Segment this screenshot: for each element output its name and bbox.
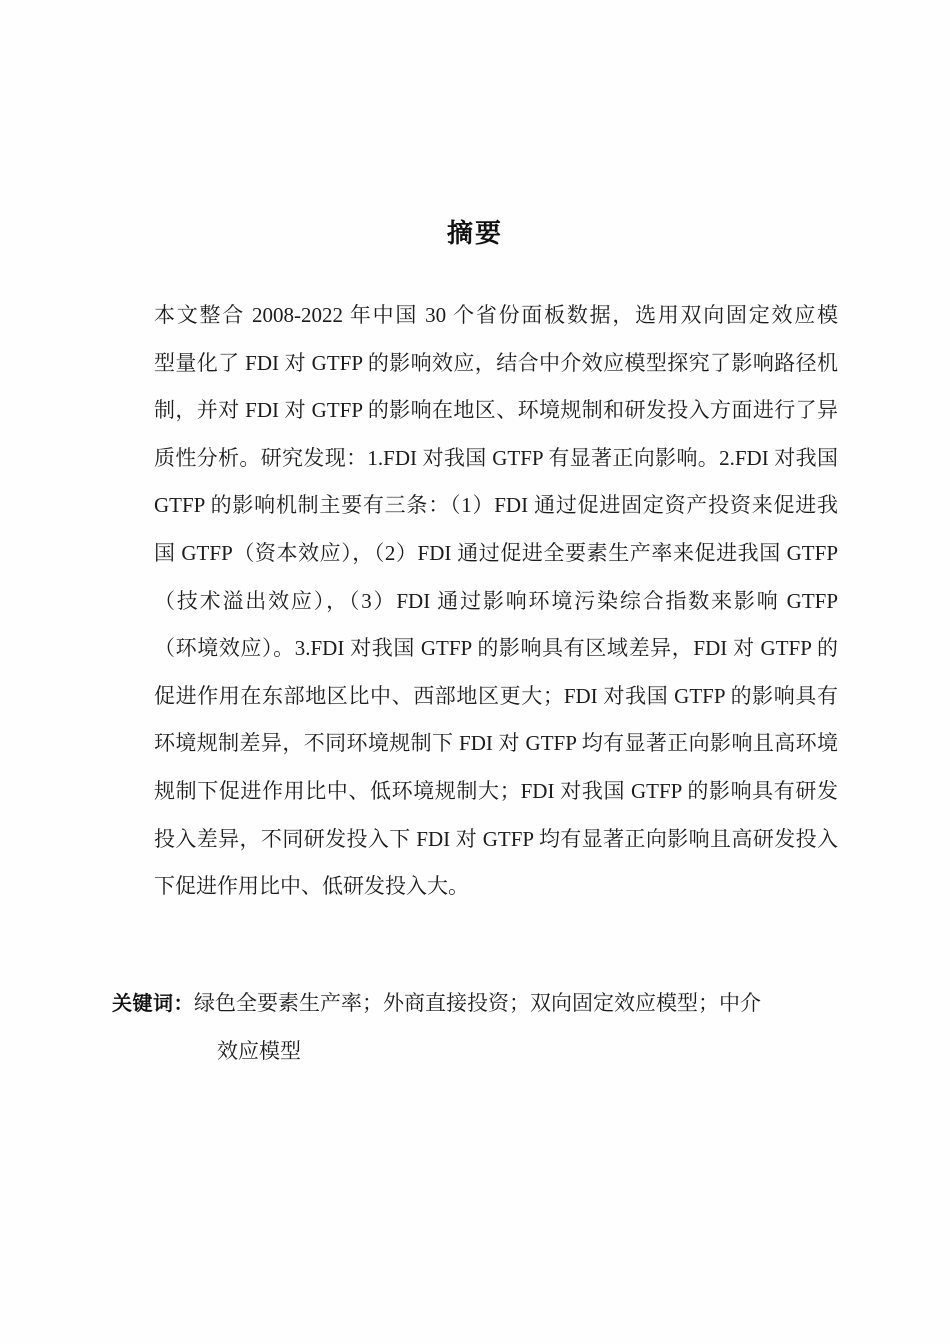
abstract-line: 促进作用在东部地区比中、西部地区更大；FDI 对我国 GTFP 的影响具有 <box>154 683 838 708</box>
abstract-line: （技术溢出效应），（3）FDI 通过影响环境污染综合指数来影响 GTFP <box>154 588 838 613</box>
keywords-terms-line-1: 绿色全要素生产率；外商直接投资；双向固定效应模型；中介 <box>194 991 761 1015</box>
page-title: 摘要 <box>446 219 503 250</box>
abstract-line: GTFP 的影响机制主要有三条：（1）FDI 通过促进固定资产投资来促进我 <box>154 493 838 518</box>
keywords-label: 关键词： <box>112 991 194 1015</box>
abstract-line: 下促进作用比中、低研发投入大。 <box>154 874 469 899</box>
abstract-body <box>112 292 838 911</box>
abstract-line: 国 GTFP（资本效应），（2）FDI 通过促进全要素生产率来促进我国 GTFP <box>154 540 838 565</box>
keywords-block <box>112 980 838 1075</box>
keywords-first-line <box>112 980 838 1028</box>
abstract-paragraph <box>112 292 838 911</box>
abstract-line: 制，并对 FDI 对 GTFP 的影响在地区、环境规制和研发投入方面进行了异 <box>154 398 838 423</box>
abstract-line: 规制下促进作用比中、低环境规制大；FDI 对我国 GTFP 的影响具有研发 <box>154 778 838 803</box>
keywords-second-line <box>112 1028 838 1076</box>
abstract-line: 型量化了 FDI 对 GTFP 的影响效应，结合中介效应模型探究了影响路径机 <box>154 350 838 375</box>
abstract-line: 投入差异，不同研发投入下 FDI 对 GTFP 均有显著正向影响且高研发投入 <box>154 826 838 851</box>
abstract-line: 本文整合 2008-2022 年中国 30 个省份面板数据，选用双向固定效应模 <box>154 303 838 327</box>
abstract-line: 质性分析。研究发现：1.FDI 对我国 GTFP 有显著正向影响。2.FDI 对我国 <box>154 445 838 470</box>
keywords-terms-line-2: 效应模型 <box>217 1038 301 1063</box>
abstract-line: 环境规制差异，不同环境规制下 FDI 对 GTFP 均有显著正向影响且高环境 <box>154 731 838 756</box>
abstract-line: （环境效应）。3.FDI 对我国 GTFP 的影响具有区域差异，FDI 对 GTFP 的 <box>154 636 838 661</box>
